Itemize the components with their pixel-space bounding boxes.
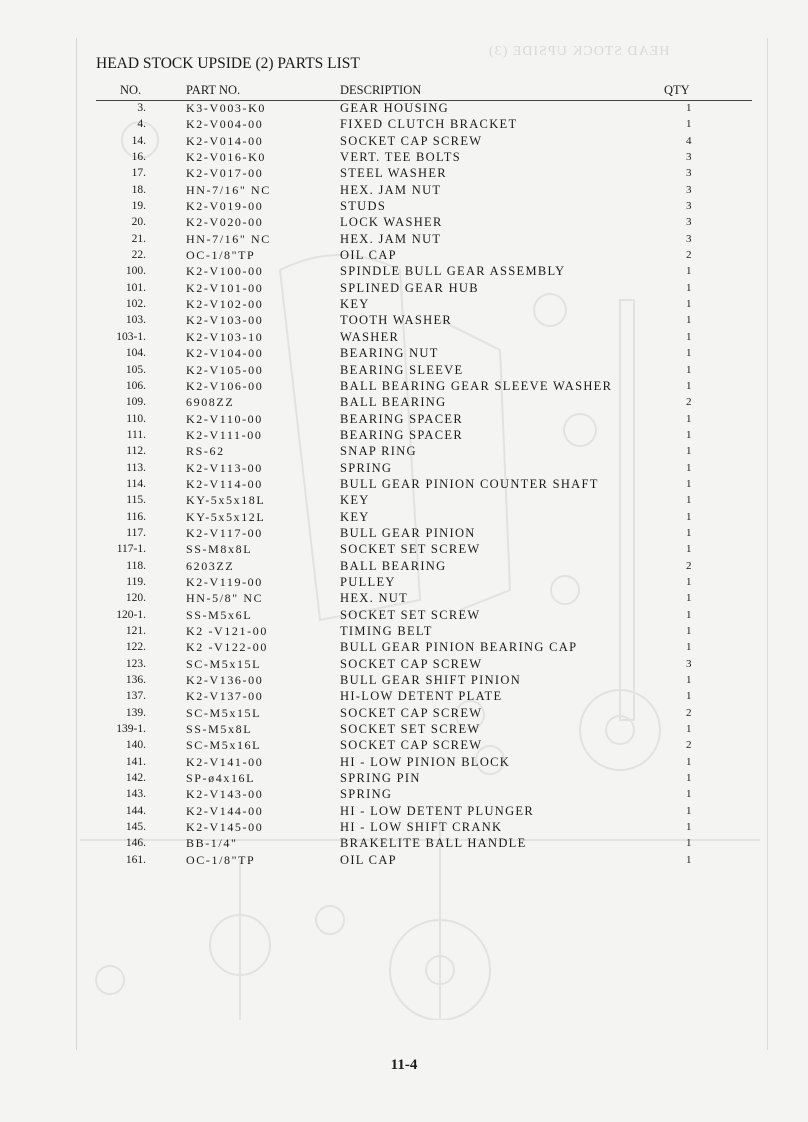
description-cell: SPINDLE BULL GEAR ASSEMBLY	[340, 264, 566, 279]
qty-cell: 1	[686, 412, 692, 425]
qty-cell: 2	[686, 706, 692, 719]
table-row	[96, 460, 752, 476]
qty-cell: 3	[686, 657, 692, 670]
qty-cell: 1	[686, 102, 692, 114]
column-header-no: NO.	[120, 83, 142, 97]
part-no-cell: K2-V014-00	[186, 133, 264, 148]
qty-cell: 2	[686, 249, 692, 262]
qty-cell: 1	[686, 118, 692, 131]
part-number-index: 142.	[125, 772, 146, 785]
description-cell: SNAP RING	[340, 444, 417, 459]
qty-cell: 3	[686, 167, 692, 180]
part-no-cell: K2-V141-00	[186, 754, 264, 769]
part-no-cell: K2-V016-K0	[186, 150, 266, 165]
table-row	[96, 835, 752, 851]
qty-cell: 1	[686, 526, 692, 539]
qty-cell: 1	[686, 608, 692, 621]
table-row	[96, 133, 752, 149]
part-number-index: 161.	[125, 853, 146, 866]
qty-cell: 1	[686, 363, 692, 376]
table-row	[96, 492, 752, 508]
part-no-cell: K2-V102-00	[186, 297, 264, 312]
qty-cell: 1	[686, 690, 692, 703]
qty-cell: 2	[686, 396, 692, 409]
table-row	[96, 705, 752, 721]
description-cell: BEARING SPACER	[340, 427, 463, 442]
table-row	[96, 182, 752, 198]
table-row	[96, 427, 752, 443]
table-row	[96, 737, 752, 753]
description-cell: SOCKET CAP SCREW	[340, 738, 483, 753]
part-no-cell: HN-5/8" NC	[186, 591, 264, 606]
description-cell: BEARING NUT	[340, 346, 439, 361]
part-no-cell: KY-5x5x18L	[186, 493, 266, 508]
table-row	[96, 541, 752, 557]
part-no-cell: 6908ZZ	[186, 395, 235, 410]
description-cell: BULL GEAR PINION BEARING CAP	[340, 640, 578, 655]
part-no-cell: KY-5x5x12L	[186, 509, 266, 524]
qty-cell: 1	[686, 625, 692, 637]
part-no-cell: K2-V103-00	[186, 313, 264, 328]
part-no-cell: K2-V104-00	[186, 346, 264, 361]
table-row	[96, 263, 752, 279]
table-row	[96, 165, 752, 181]
description-cell: KEY	[340, 297, 370, 312]
table-row	[96, 623, 752, 639]
table-row	[96, 688, 752, 704]
column-header-qty: QTY	[664, 83, 690, 97]
qty-cell: 1	[686, 592, 692, 605]
part-no-cell: SC-M5x15L	[186, 656, 262, 671]
table-row	[96, 754, 752, 770]
description-cell: HI - LOW SHIFT CRANK	[340, 820, 503, 835]
part-number-index: 119.	[126, 575, 146, 588]
part-number-index: 113.	[126, 461, 146, 474]
table-row	[96, 509, 752, 525]
part-number-index: 112.	[126, 445, 146, 458]
part-number-index: 145.	[125, 821, 146, 834]
description-cell: PULLEY	[340, 574, 396, 589]
qty-cell: 3	[686, 200, 692, 213]
table-row	[96, 100, 752, 116]
description-cell: HI-LOW DETENT PLATE	[340, 689, 503, 704]
part-number-index: 18.	[131, 183, 146, 196]
qty-cell: 3	[686, 232, 692, 245]
part-no-cell: K2-V101-00	[186, 280, 264, 295]
part-no-cell: HN-7/16" NC	[186, 231, 271, 246]
page-title: HEAD STOCK UPSIDE (2) PARTS LIST	[96, 55, 360, 72]
part-no-cell: SC-M5x16L	[186, 738, 262, 753]
part-no-cell: SP-ø4x16L	[186, 771, 256, 786]
part-no-cell: SC-M5x15L	[186, 705, 262, 720]
description-cell: BALL BEARING GEAR SLEEVE WASHER	[340, 378, 613, 393]
description-cell: SPRING	[340, 460, 393, 475]
table-row	[96, 214, 752, 230]
description-cell: BULL GEAR PINION	[340, 525, 476, 540]
description-cell: HEX. JAM NUT	[340, 231, 442, 246]
qty-cell: 4	[686, 134, 692, 147]
part-no-cell: K2-V117-00	[186, 525, 263, 540]
qty-cell: 1	[686, 821, 692, 834]
part-no-cell: K2-V103-10	[186, 329, 264, 344]
table-row	[96, 672, 752, 688]
part-number-index: 139-1.	[116, 723, 146, 736]
part-no-cell: SS-M5x6L	[186, 607, 253, 622]
parts-table-body	[96, 100, 752, 868]
part-number-index: 103-1.	[116, 330, 146, 343]
table-row	[96, 149, 752, 165]
part-no-cell: OC-1/8"TP	[186, 852, 256, 867]
description-cell: TIMING BELT	[340, 624, 433, 638]
column-header-description: DESCRIPTION	[340, 83, 422, 97]
part-number-index: 17.	[131, 167, 146, 180]
part-number-index: 102.	[125, 298, 146, 311]
table-row	[96, 607, 752, 623]
table-row	[96, 378, 752, 394]
part-no-cell: K2-V105-00	[186, 362, 264, 377]
qty-cell: 1	[686, 853, 692, 866]
qty-cell: 1	[686, 298, 692, 311]
part-number-index: 14.	[131, 134, 146, 147]
part-number-index: 110.	[126, 412, 146, 425]
description-cell: OIL CAP	[340, 248, 397, 263]
description-cell: SOCKET SET SCREW	[340, 722, 481, 737]
qty-cell: 3	[686, 216, 692, 229]
qty-cell: 1	[686, 575, 692, 588]
description-cell: BULL GEAR SHIFT PINION	[340, 673, 522, 688]
table-row	[96, 198, 752, 214]
description-cell: HI - LOW PINION BLOCK	[340, 754, 511, 769]
part-number-index: 120.	[125, 592, 146, 605]
part-number-index: 101.	[125, 281, 146, 294]
table-row	[96, 558, 752, 574]
part-no-cell: K2-V100-00	[186, 264, 264, 279]
part-number-index: 136.	[125, 674, 146, 687]
part-no-cell: K2-V110-00	[186, 411, 263, 426]
qty-cell: 1	[686, 755, 692, 768]
description-cell: SPRING PIN	[340, 771, 421, 786]
description-cell: HEX. JAM NUT	[340, 182, 442, 197]
table-row	[96, 345, 752, 361]
table-row	[96, 819, 752, 835]
description-cell: STEEL WASHER	[340, 166, 447, 181]
part-number-index: 16.	[131, 151, 146, 164]
part-no-cell: HN-7/16" NC	[186, 182, 271, 197]
description-cell: SOCKET CAP SCREW	[340, 656, 483, 671]
qty-cell: 1	[686, 674, 692, 687]
part-no-cell: K2 -V121-00	[186, 624, 268, 638]
part-no-cell: K2-V019-00	[186, 199, 264, 214]
table-row	[96, 590, 752, 606]
part-no-cell: OC-1/8"TP	[186, 248, 256, 263]
description-cell: SOCKET CAP SCREW	[340, 133, 483, 148]
part-no-cell: K2-V004-00	[186, 117, 264, 132]
column-header-part-no: PART NO.	[186, 83, 241, 97]
part-number-index: 114.	[126, 477, 146, 490]
part-number-index: 117.	[126, 526, 146, 539]
table-row	[96, 656, 752, 672]
qty-cell: 1	[686, 281, 692, 294]
table-row	[96, 231, 752, 247]
description-cell: WASHER	[340, 329, 400, 344]
description-cell: BALL BEARING	[340, 558, 447, 573]
description-cell: KEY	[340, 509, 370, 524]
qty-cell: 1	[686, 428, 692, 441]
part-no-cell: K2-V143-00	[186, 787, 264, 802]
part-number-index: 22.	[131, 249, 146, 262]
part-number-index: 100.	[125, 265, 146, 278]
part-no-cell: K2 -V122-00	[186, 640, 268, 655]
part-no-cell: K2-V020-00	[186, 215, 264, 230]
part-number-index: 139.	[125, 706, 146, 719]
table-row	[96, 525, 752, 541]
table-row	[96, 786, 752, 802]
qty-cell: 1	[686, 788, 692, 801]
qty-cell: 1	[686, 772, 692, 785]
table-row	[96, 852, 752, 868]
part-number-index: 3.	[137, 102, 146, 114]
qty-cell: 1	[686, 265, 692, 278]
part-number-index: 141.	[125, 755, 146, 768]
qty-cell: 1	[686, 445, 692, 458]
description-cell: LOCK WASHER	[340, 215, 443, 230]
table-header	[96, 83, 752, 101]
table-row	[96, 574, 752, 590]
part-no-cell: K2-V119-00	[186, 574, 263, 589]
part-number-index: 137.	[125, 690, 146, 703]
qty-cell: 1	[686, 804, 692, 817]
table-row	[96, 443, 752, 459]
description-cell: HEX. NUT	[340, 591, 409, 606]
part-number-index: 121.	[125, 625, 146, 637]
table-row	[96, 639, 752, 655]
qty-cell: 1	[686, 477, 692, 490]
part-no-cell: SS-M8x8L	[186, 542, 253, 557]
page-number: 11-4	[390, 1057, 418, 1073]
part-no-cell: K2-V137-00	[186, 689, 264, 704]
part-no-cell: K2-V136-00	[186, 673, 264, 688]
part-number-index: 19.	[131, 200, 146, 213]
part-number-index: 140.	[125, 739, 146, 752]
part-no-cell: K2-V111-00	[186, 427, 263, 442]
qty-cell: 1	[686, 330, 692, 343]
table-row	[96, 116, 752, 132]
description-cell: SOCKET CAP SCREW	[340, 705, 483, 720]
description-cell: KEY	[340, 493, 370, 508]
part-number-index: 116.	[126, 510, 146, 523]
qty-cell: 1	[686, 641, 692, 654]
description-cell: FIXED CLUTCH BRACKET	[340, 117, 518, 132]
qty-cell: 1	[686, 314, 692, 327]
table-row	[96, 770, 752, 786]
qty-cell: 2	[686, 739, 692, 752]
description-cell: TOOTH WASHER	[340, 313, 453, 328]
part-number-index: 21.	[131, 232, 146, 245]
part-no-cell: BB-1/4"	[186, 836, 238, 851]
table-row	[96, 312, 752, 328]
description-cell: STUDS	[340, 199, 387, 214]
qty-cell: 1	[686, 543, 692, 556]
description-cell: VERT. TEE BOLTS	[340, 150, 461, 165]
part-number-index: 118.	[126, 559, 146, 572]
description-cell: SPRING	[340, 787, 393, 802]
table-row	[96, 247, 752, 263]
part-number-index: 120-1.	[116, 608, 146, 621]
table-row	[96, 394, 752, 410]
part-number-index: 146.	[125, 837, 146, 850]
qty-cell: 1	[686, 837, 692, 850]
qty-cell: 1	[686, 723, 692, 736]
part-no-cell: K2-V145-00	[186, 820, 264, 835]
description-cell: BEARING SPACER	[340, 411, 463, 426]
table-row	[96, 803, 752, 819]
qty-cell: 3	[686, 151, 692, 164]
part-no-cell: RS-62	[186, 444, 225, 459]
part-no-cell: K2-V017-00	[186, 166, 264, 181]
part-number-index: 122.	[125, 641, 146, 654]
qty-cell: 1	[686, 347, 692, 360]
table-row	[96, 329, 752, 345]
part-number-index: 103.	[125, 314, 146, 327]
table-row	[96, 411, 752, 427]
part-no-cell: SS-M5x8L	[186, 722, 253, 737]
part-no-cell: K3-V003-K0	[186, 101, 266, 115]
description-cell: BULL GEAR PINION COUNTER SHAFT	[340, 476, 599, 491]
qty-cell: 3	[686, 183, 692, 196]
part-number-index: 104.	[125, 347, 146, 360]
part-number-index: 4.	[137, 118, 146, 131]
part-no-cell: K2-V106-00	[186, 378, 264, 393]
part-number-index: 111.	[126, 428, 146, 441]
description-cell: BALL BEARING	[340, 395, 447, 410]
table-row	[96, 280, 752, 296]
description-cell: BRAKELITE BALL HANDLE	[340, 836, 527, 851]
table-row	[96, 721, 752, 737]
part-number-index: 144.	[125, 804, 146, 817]
qty-cell: 2	[686, 559, 692, 572]
qty-cell: 1	[686, 461, 692, 474]
description-cell: SPLINED GEAR HUB	[340, 280, 479, 295]
description-cell: OIL CAP	[340, 852, 397, 867]
qty-cell: 1	[686, 494, 692, 507]
description-cell: GEAR HOUSING	[340, 101, 450, 115]
part-number-index: 143.	[125, 788, 146, 801]
description-cell: SOCKET SET SCREW	[340, 607, 481, 622]
part-no-cell: K2-V114-00	[186, 476, 263, 491]
part-number-index: 20.	[131, 216, 146, 229]
description-cell: BEARING SLEEVE	[340, 362, 464, 377]
qty-cell: 1	[686, 379, 692, 392]
description-cell: HI - LOW DETENT PLUNGER	[340, 803, 534, 818]
part-number-index: 123.	[125, 657, 146, 670]
part-number-index: 109.	[125, 396, 146, 409]
part-number-index: 105.	[125, 363, 146, 376]
part-number-index: 117-1.	[116, 543, 146, 556]
table-row	[96, 476, 752, 492]
table-row	[96, 296, 752, 312]
part-no-cell: K2-V113-00	[186, 460, 263, 475]
part-number-index: 115.	[126, 494, 146, 507]
description-cell: SOCKET SET SCREW	[340, 542, 481, 557]
bleed-through-title: HEAD STOCK UPSIDE (3)	[488, 44, 670, 59]
part-number-index: 106.	[125, 379, 146, 392]
table-row	[96, 362, 752, 378]
part-no-cell: 6203ZZ	[186, 558, 235, 573]
qty-cell: 1	[686, 510, 692, 523]
part-no-cell: K2-V144-00	[186, 803, 264, 818]
